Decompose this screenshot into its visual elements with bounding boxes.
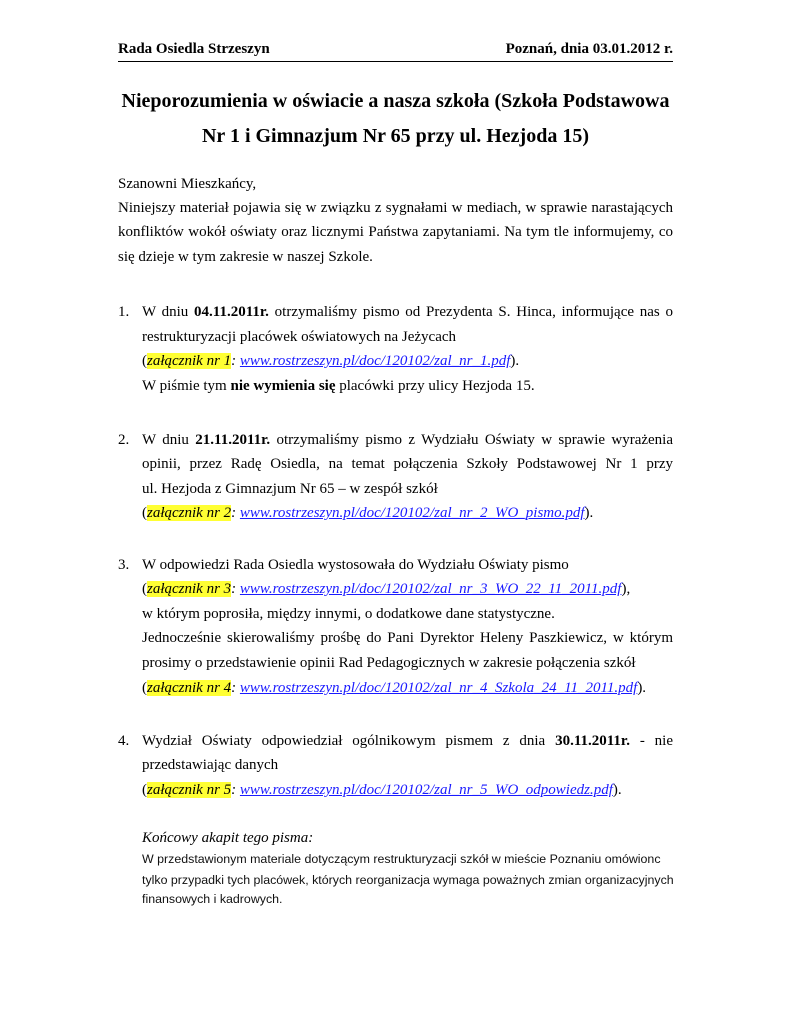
title-line-2: Nr 1 i Gimnazjum Nr 65 przy ul. Hezjoda 15) bbox=[201, 125, 589, 147]
attachment-1-link[interactable]: www.rostrzeszyn.pl/doc/120102/zal_nr_1.pdf bbox=[239, 353, 511, 369]
attachment-3: (załącznik nr 3: www.rostrzeszyn.pl/doc/120102/zal_nr_3_WO_22_11_2011.pdf), bbox=[142, 581, 631, 597]
list-item-3-line-3: w którym poprosiła, między innymi, o dodatkowe dane statystyczne. bbox=[142, 606, 555, 622]
list-item-4-line-2: przedstawiając danych bbox=[142, 757, 279, 773]
list-item-number: 2. bbox=[118, 432, 130, 448]
attachment-5: (załącznik nr 5: www.rostrzeszyn.pl/doc/120102/zal_nr_5_WO_odpowiedz.pdf). bbox=[142, 782, 622, 798]
intro-line-3: się dzieje w tym zakresie w naszej Szkole. bbox=[118, 249, 373, 265]
list-item-3-line-4: Jednocześnie skierowaliśmy prośbę do Pani Dyrektor Heleny Paszkiewicz, w którym bbox=[142, 630, 673, 646]
list-item-2-line-2: opinii, przez Radę Osiedla, na temat połączenia Szkoły Podstawowej Nr 1 przy bbox=[142, 456, 673, 472]
date-highlight: 30.11.2011r. bbox=[555, 733, 630, 749]
attachment-2-link[interactable]: www.rostrzeszyn.pl/doc/120102/zal_nr_2_WO_pismo.pdf bbox=[239, 505, 585, 521]
list-item-1-line-1: W dniu 04.11.2011r. otrzymaliśmy pismo od Prezydenta S. Hinca, informujące nas o bbox=[142, 304, 673, 320]
list-item-3-line-5: prosimy o przedstawienie opinii Rad Pedagogicznych w zakresie połączenia szkół bbox=[142, 655, 636, 671]
scanned-excerpt-line-2: tylko przypadki tych placówek, których reorganizacja wymaga poważnych zmian organizacyjnych bbox=[142, 873, 674, 887]
list-item-number: 3. bbox=[118, 557, 130, 573]
document-title bbox=[118, 84, 673, 154]
attachment-label: załącznik nr 2 bbox=[147, 505, 232, 521]
list-item-number: 1. bbox=[118, 304, 130, 320]
attachment-1: (załącznik nr 1: www.rostrzeszyn.pl/doc/120102/zal_nr_1.pdf). bbox=[142, 353, 520, 369]
date-highlight: 21.11.2011r. bbox=[195, 432, 271, 448]
attachment-label: załącznik nr 4 bbox=[147, 680, 232, 696]
date-highlight: 04.11.2011r. bbox=[194, 304, 269, 320]
list-item-number: 4. bbox=[118, 733, 130, 749]
attachment-label: załącznik nr 1 bbox=[147, 353, 232, 369]
attachment-5-link[interactable]: www.rostrzeszyn.pl/doc/120102/zal_nr_5_WO_odpowiedz.pdf bbox=[239, 782, 613, 798]
attachment-2: (załącznik nr 2: www.rostrzeszyn.pl/doc/120102/zal_nr_2_WO_pismo.pdf). bbox=[142, 505, 594, 521]
scanned-excerpt-line-1: W przedstawionym materiale dotyczącym restrukturyzacji szkół w mieście Poznaniu omówionc bbox=[142, 852, 661, 866]
list-item-1-line-4: W piśmie tym nie wymienia się placówki przy ulicy Hezjoda 15. bbox=[142, 378, 535, 394]
greeting: Szanowni Mieszkańcy, bbox=[118, 176, 257, 192]
intro-line-1: Niniejszy materiał pojawia się w związku z sygnałami w mediach, w sprawie narastających bbox=[118, 200, 673, 216]
list-item-2-line-3: ul. Hezjoda z Gimnazjum Nr 65 – w zespół szkół bbox=[142, 481, 438, 497]
header-organization: Rada Osiedla Strzeszyn bbox=[118, 41, 270, 57]
list-item-2-line-1: W dniu 21.11.2011r. otrzymaliśmy pismo z Wydziału Oświaty w sprawie wyrażenia bbox=[142, 432, 673, 448]
list-item-1-line-2: restrukturyzacji placówek oświatowych na Jeżycach bbox=[142, 329, 457, 345]
header-place-date: Poznań, dnia 03.01.2012 r. bbox=[505, 41, 673, 57]
attachment-4-link[interactable]: www.rostrzeszyn.pl/doc/120102/zal_nr_4_Szkola_24_11_2011.pdf bbox=[239, 680, 638, 696]
closing-caption: Końcowy akapit tego pisma: bbox=[142, 830, 314, 846]
list-item-3-line-1: W odpowiedzi Rada Osiedla wystosowała do Wydziału Oświaty pismo bbox=[142, 557, 569, 573]
intro-line-2: konfliktów wokół oświaty oraz licznymi Państwa zapytaniami. Na tym tle informujemy, co bbox=[118, 224, 673, 240]
attachment-label: załącznik nr 5 bbox=[147, 782, 232, 798]
list-item-4-line-1: Wydział Oświaty odpowiedział ogólnikowym pismem z dnia 30.11.2011r. - nie bbox=[142, 733, 673, 749]
attachment-3-link[interactable]: www.rostrzeszyn.pl/doc/120102/zal_nr_3_WO_22_11_2011.pdf bbox=[239, 581, 622, 597]
scanned-excerpt-line-3: finansowych i kadrowych. bbox=[142, 892, 283, 906]
header-rule bbox=[118, 61, 673, 62]
attachment-label: załącznik nr 3 bbox=[147, 581, 232, 597]
title-line-1: Nieporozumienia w oświacie a nasza szkoła (Szkoła Podstawowa bbox=[121, 90, 670, 112]
attachment-4: (załącznik nr 4: www.rostrzeszyn.pl/doc/120102/zal_nr_4_Szkola_24_11_2011.pdf). bbox=[142, 680, 647, 696]
